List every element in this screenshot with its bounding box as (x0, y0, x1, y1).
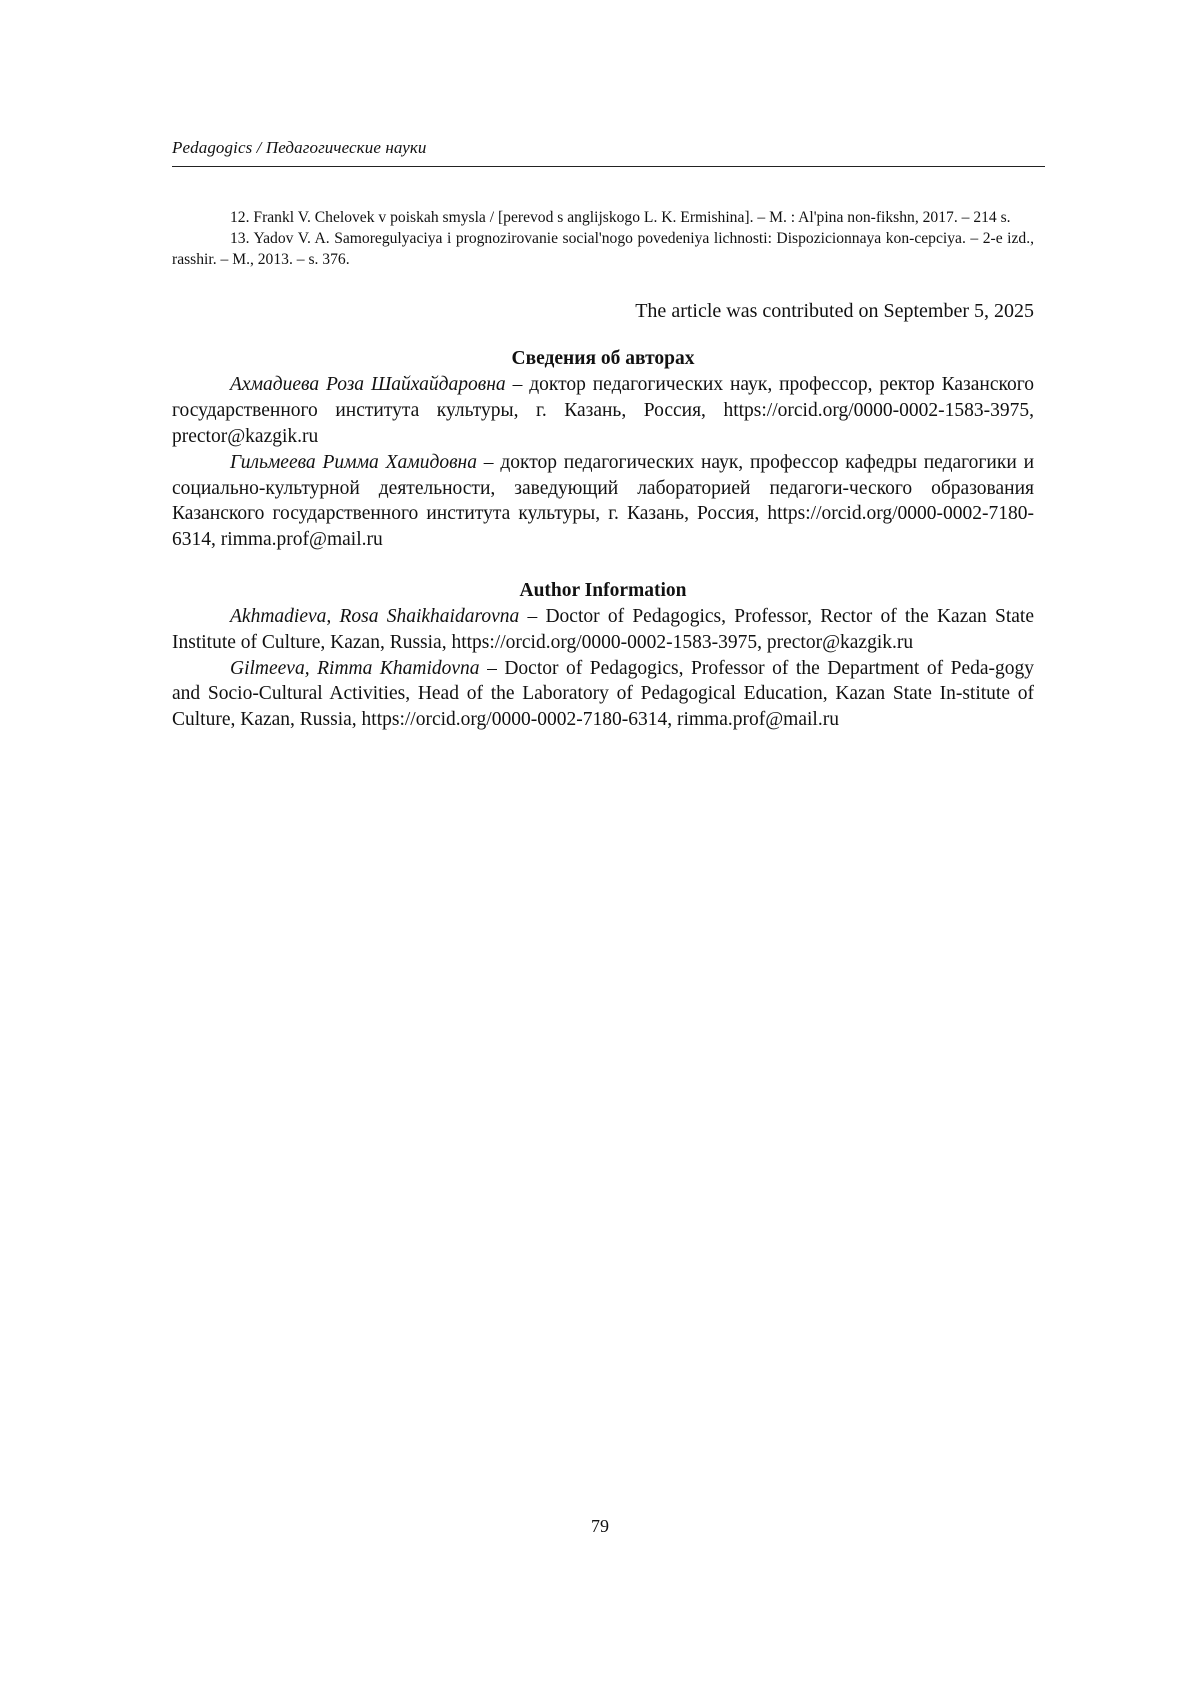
author-details: – доктор педагогических наук, профессор, ректор Казанского государственного института культуры, г. Казань, Россия, https://orcid.org/0000-0002-1583-3975, prector@kazgik.ru (172, 374, 1034, 447)
author-details: – Doctor of Pedagogics, Professor of the Department of Peda-gogy and Socio-Cultural Activities, Head of the Laboratory of Pedagogical Education, Kazan State In-stitute of Culture, Kazan, Russia, https://orcid.org/0000-0002-7180-6314, rimma.prof@mail.ru (172, 657, 1035, 731)
contributed-note: The article was contributed on September 5, 2025 (635, 300, 1034, 323)
reference-item: 13. Yadov V. A. Samoregulyaciya i prognozirovanie social'nogo povedeniya lichnosti: Dispozicionnaya kon-cepciya. – 2-e izd., rasshir. – M., 2013. – s. 376. (172, 229, 1034, 268)
reference-item: 12. Frankl V. Chelovek v poiskah smysla / [perevod s anglijskogo L. K. Ermishina]. – M. : Al'pina non-fikshn, 2017. – 214 s. (230, 209, 1011, 226)
author-name: Гильмеева Римма Хамидовна (230, 451, 477, 473)
author-name: Gilmeeva, Rimma Khamidovna (230, 657, 480, 679)
author-name: Akhmadieva, Rosa Shaikhaidarovna (230, 605, 520, 627)
authors-ru-heading: Сведения об авторах (511, 348, 695, 370)
authors-en-heading: Author Information (519, 579, 687, 601)
author-details: – Doctor of Pedagogics, Professor, Rector of the Kazan State Institute of Culture, Kazan, Russia, https://orcid.org/0000-0002-1583-3975, prector@kazgik.ru (172, 605, 1034, 653)
page-number: 79 (591, 1516, 609, 1536)
author-entry-en (172, 604, 1034, 656)
author-entry-en (172, 656, 1034, 733)
page-content (172, 208, 1034, 733)
author-entry-ru (172, 450, 1034, 553)
running-header: Pedagogics / Педагогические науки (172, 138, 427, 157)
author-name: Ахмадиева Роза Шайхайдаровна (230, 374, 506, 396)
header-divider (172, 166, 1045, 167)
author-details: – доктор педагогических наук, профессор кафедры педагогики и социально-культурной деятельности, заведующий лабораторией педагоги-ческого образования Казанского государственного института культуры, г. Казань, Россия, https://orcid.org/0000-0002-7180-6314, rimma.prof@mail.ru (172, 451, 1035, 551)
reference-list (172, 208, 1034, 270)
author-entry-ru (172, 372, 1034, 449)
